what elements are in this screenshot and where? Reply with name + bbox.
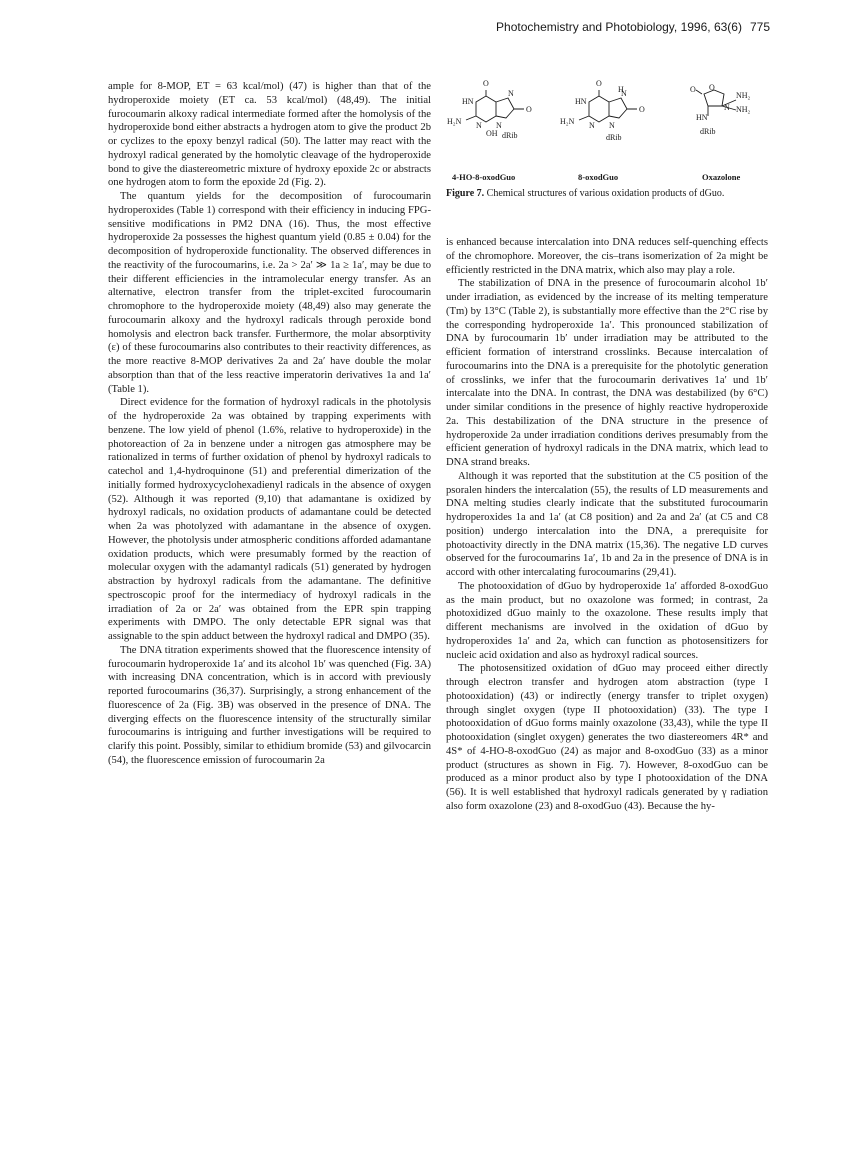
svg-text:O: O bbox=[526, 105, 532, 114]
svg-text:N: N bbox=[476, 121, 482, 130]
svg-text:O: O bbox=[639, 105, 645, 114]
paragraph: The photosensitized oxidation of dGuo may proceed either directly through electron transfer and hydrogen atom abstraction (type I photooxidation) (43) or indirectly (energy transfer to triplet oxygen) through singlet oxygen (type II photooxidation) (33). The type I photooxidation of dGuo forms mainly oxazolone (33,43), while the type II photooxidation (singlet oxygen) generates the two diastereomers 4R* and 4S* of 4-HO-8-oxodGuo (24) as major and 8-oxodGuo (33) as a minor product (structures as shown in Fig. 7). However, 8-oxodGuo can be produced as a minor product also by type I photooxidation of the DNA (56). It is well established that hydroxyl radicals generated by γ radiation also form oxazolone (23) and 8-oxodGuo (43). Because the hy- bbox=[446, 663, 768, 812]
svg-text:dRib: dRib bbox=[606, 133, 622, 142]
svg-text:H₂N: H₂N bbox=[560, 117, 575, 126]
svg-text:N: N bbox=[496, 121, 502, 130]
figure-caption bbox=[446, 188, 768, 201]
svg-text:dRib: dRib bbox=[700, 127, 716, 136]
svg-text:NH₂: NH₂ bbox=[736, 91, 751, 100]
caption-label: Figure 7. bbox=[446, 188, 485, 199]
running-header bbox=[470, 20, 770, 34]
page-number: 775 bbox=[749, 20, 770, 34]
svg-text:N: N bbox=[724, 103, 730, 112]
paragraph: The stabilization of DNA in the presence of furocoumarin alcohol 1b′ under irradiation, as evidenced by the increase of its melting temperature (Tm) by 13°C (Table 2), is substantially more effective than the 2°C rise by the corresponding hydroperoxide 1a′. This pronounced stabilization of DNA by furocoumarin 1b′ under irradiation may be attributed to the efficient formation of interstrand crosslinks. Because intercalation of furocoumarins into the DNA is a prerequisite for the photolytic generation of crosslinks, we infer that the furocoumarin derivatives 1a′ und 1b′ intercalate into the DNA. In contrast, the DNA was destabilized (by 6°C) under similar conditions in the presence of highly reactive hydroperoxide 2a. This destabilization of the DNA structure in the presence of hydroperoxide 2a under irradiation conditions derives presumably from the efficient generation of hydroxyl radicals in the DNA matrix, which lead to DNA strand breaks. bbox=[446, 278, 768, 468]
left-column bbox=[108, 80, 431, 768]
svg-text:O: O bbox=[483, 79, 489, 88]
paragraph: is enhanced because intercalation into DNA reduces self-quenching effects of the chromophore. Moreover, the cis–trans isomerization of 2a might be efficiently restricted in the DNA matrix, which also may play a role. bbox=[446, 237, 768, 276]
figure-7 bbox=[446, 72, 768, 222]
structure-label: 8-oxodGuo bbox=[578, 172, 619, 182]
svg-text:N: N bbox=[589, 121, 595, 130]
svg-text:N: N bbox=[508, 89, 514, 98]
paragraph: The photooxidation of dGuo by hydroperoxide 1a′ afforded 8-oxodGuo as the main product, but no oxazolone was formed; in contrast, 2a photoxidized dGuo mainly to the oxazolone. These results imply that different mechanisms are involved in the oxidation of dGuo by hydroperoxides 1a′ and 2a, which can function as photosensitizers for nucleic acid oxidation and also as hydroxyl radical sources. bbox=[446, 580, 768, 661]
right-column bbox=[446, 236, 768, 814]
svg-text:H₂N: H₂N bbox=[447, 117, 462, 126]
svg-text:O: O bbox=[596, 79, 602, 88]
paragraph: Although it was reported that the substitution at the C5 position of the psoralen hinders the intercalation (55), the results of LD measurements and DNA melting studies clearly indicate that the substituted furocoumarin hydroperoxides 1a and 1a′ (at C8 position) and 2a and 2a′ (at C5 and C8 position) undergo intercalation into the DNA, a prerequisite for photoactivity directly in the DNA matrix (15,36). The negative LD curves observed for the furocoumarins 1a′, 1b and 2a in the presence of DNA is in accord with other intercalating furocoumarins (29,41). bbox=[446, 470, 768, 578]
svg-text:HN: HN bbox=[462, 97, 474, 106]
paragraph: Direct evidence for the formation of hydroxyl radicals in the photolysis of the hydroperoxide 2a was obtained by trapping experiments with benzene. The low yield of phenol (1.6%, relative to hydroperoxide) in the photoreaction of 2a in benzene under a nitrogen gas atmosphere may be rationalized in terms of further oxidation of phenol by hydroxyl radicals to catechol and 1,4-hydroquinone (51) and preferential dimerization of the initially formed hydroxycyclohexadienyl radicals in the absence of oxygen (52). Although it was reported (9,10) that adamantane is oxidized by hydroxyl radicals, no oxidation products of adamantane could be detected when 2a was photolyzed with adamantane in the absence of oxygen. However, the photolysis under atmospheric conditions afforded adamantane oxidation products, which were presumably formed by the reaction of molecular oxygen with the adamantyl radicals (51) generated by hydrogen abstraction by hydroxyl radicals from the adamantane. The definitive spectroscopic proof for the intermediacy of hydroxyl radicals in the irradiation of 2a or 2a′ was obtained from the EPR spin trapping experiments with DMPO. The only detectable EPR signal was that assignable to the spin adduct between the hydroxyl radical and DMPO (35). bbox=[108, 397, 431, 642]
svg-text:N: N bbox=[621, 89, 627, 98]
svg-text:N: N bbox=[609, 121, 615, 130]
svg-text:OH: OH bbox=[486, 129, 498, 138]
chemical-structures-drawing bbox=[446, 72, 768, 172]
svg-text:dRib: dRib bbox=[502, 131, 518, 140]
paragraph: The quantum yields for the decomposition of furocoumarin hydroperoxides (Table 1) correspond with their efficiency in inducing FPG-sensitive modifications in PM2 DNA (16). Thus, the most effective hydroperoxide 2a possesses the highest quantum yield (0.85 ± 0.04) for the decomposition of hydroperoxide functionality. The observed differences in the reactivity of the furocoumarins, i.e. 2a > 2a′ ≫ 1a ≥ 1a′, may be due to their different efficiencies in the intramolecular energy transfer. As an alternative, electron transfer from the triplet-excited furocoumarin chromophore to the hydroperoxide moiety (48,49) also may generate the furocoumarin alkoxy and the hydroxyl radicals through peroxide bond homolysis and electron back transfer. Furthermore, the molar absorptivity (ε) of these furocoumarins also contributes to their reactivity differences, as the more reactive 8-MOP derivatives 2a and 2a′ have double the molar absorption than that of the less reactive imperatorin derivatives 1a and 1a′ (Table 1). bbox=[108, 191, 431, 395]
svg-text:HN: HN bbox=[575, 97, 587, 106]
journal-citation: Photochemistry and Photobiology, 1996, 63(6) bbox=[496, 20, 742, 34]
svg-text:O: O bbox=[709, 83, 715, 92]
structure-label: 4-HO-8-oxodGuo bbox=[452, 172, 516, 182]
caption-text: Chemical structures of various oxidation products of dGuo. bbox=[486, 188, 725, 199]
svg-text:O: O bbox=[690, 85, 696, 94]
paragraph: ample for 8-MOP, ET = 63 kcal/mol) (47) is higher than that of the hydroperoxide moiety (ET ca. 53 kcal/mol) (48,49). The initial furocoumarin alkoxy radical intermediate formed after the homolysis of the hydroperoxide bond either abstracts a hydrogen atom to give the product 2b or cyclizes to the epoxy benzyl radical (50). The latter may react with the hydroxyl radical generated by the homolytic cleavage of the hydroperoxide bond to give the diastereometric mixture of hydroxy epoxide 2c or abstracts one hydrogen atom to form the epoxide 2d (Fig. 2). bbox=[108, 81, 431, 189]
structure-label: Oxazolone bbox=[702, 172, 741, 182]
svg-text:NH₂: NH₂ bbox=[736, 105, 751, 114]
svg-text:HN: HN bbox=[696, 113, 708, 122]
paragraph: The DNA titration experiments showed that the fluorescence intensity of furocoumarin hydroperoxide 1a′ and its alcohol 1b′ was quenched (Fig. 3A) with increasing DNA concentration, which is in accord with previously reported furocoumarins (36,37). Surprisingly, a strong enhancement of the fluorescence of 2a (Fig. 3B) was observed in the presence of DNA. The diverging effects on the fluorescence intensity of the structurally similar furocoumarins is intriguing and further investigations will be required to clarify this point. Possibly, similar to ethidium bromide (53) and gilvocarcin (54), the fluorescence emission of furocoumarin 2a bbox=[108, 644, 431, 766]
svg-text:H: H bbox=[618, 85, 624, 94]
